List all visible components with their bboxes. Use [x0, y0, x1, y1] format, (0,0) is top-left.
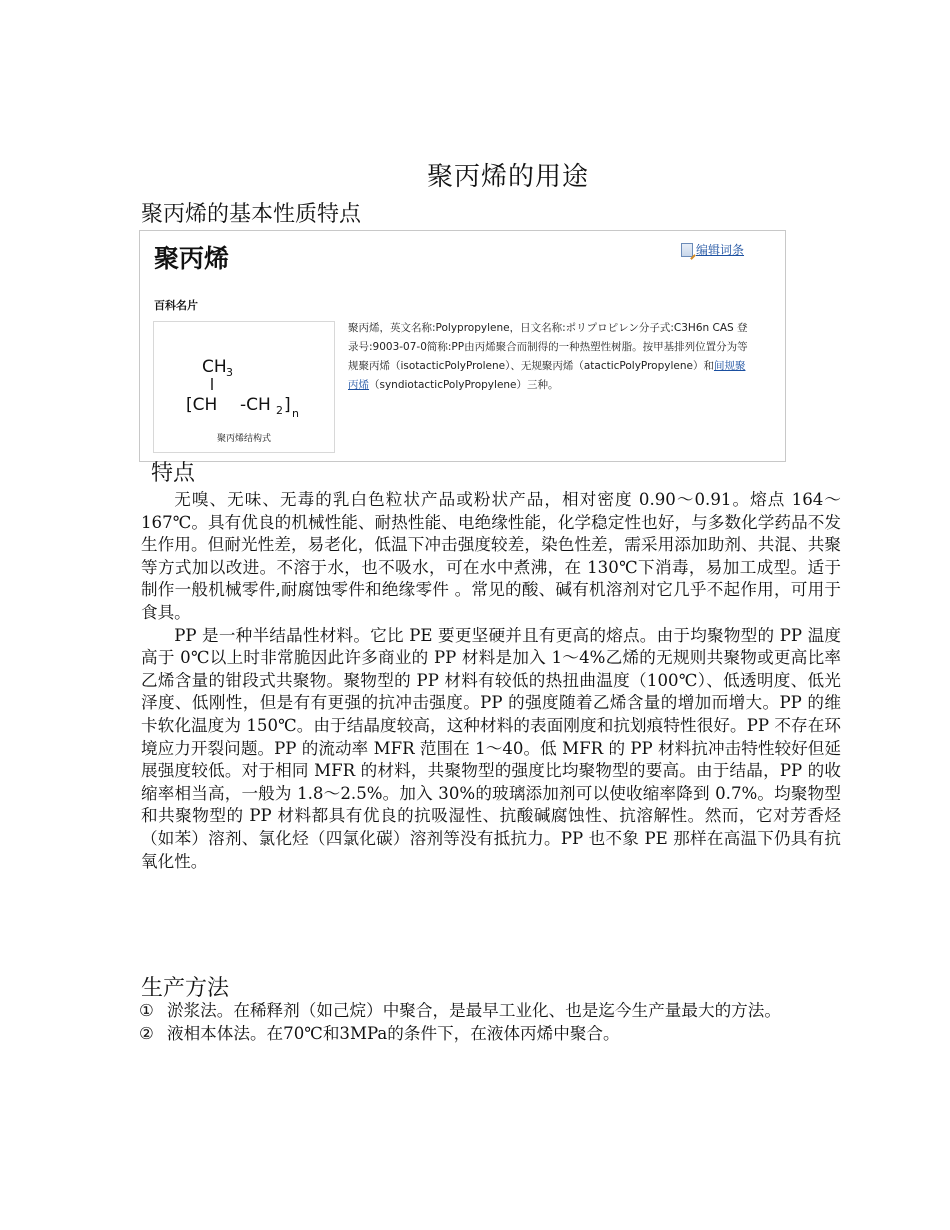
card-description — [348, 319, 753, 395]
edit-icon — [681, 243, 693, 257]
page-title: 聚丙烯的用途 — [426, 162, 589, 192]
formula-ch3-sub: 3 — [226, 366, 233, 379]
description-text: 聚丙烯，英文名称:Polypropylene，日文名称:ポリプロピレン分子式:C3H6n CAS 登录号:9003-07-0简称:PP由丙烯聚合而制得的一种热塑性树脂。按甲基排列位置分为等规聚丙烯（isotacticPolyProlene）、无规聚丙烯（atacticPolyPropylene）和 — [348, 322, 748, 372]
structure-formula — [154, 322, 334, 432]
list-number: ① — [139, 1001, 154, 1020]
card-section-label: 百科名片 — [154, 299, 198, 312]
section-heading-production: 生产方法 — [141, 976, 230, 1001]
list-text: 淤浆法。在稀释剂（如己烷）中聚合，是最早工业化、也是迄今生产量最大的方法。 — [167, 1001, 781, 1020]
encyclopedia-card — [139, 230, 786, 462]
formula-ch2: -CH — [240, 395, 271, 415]
formula-bracket-end: ] — [284, 395, 291, 415]
list-text: 液相本体法。在70℃和3MPa的条件下，在液体丙烯中聚合。 — [167, 1023, 620, 1043]
formula-ch: [CH — [186, 395, 218, 415]
description-text-end: （syndiotacticPolyPropylene）三种。 — [369, 379, 559, 391]
edit-entry-label: 编辑词条 — [696, 243, 745, 257]
syndiotactic-link[interactable]: 间规聚丙烯 — [348, 360, 746, 391]
list-item — [139, 1000, 849, 1023]
paragraph: PP 是一种半结晶性材料。它比 PE 要更坚硬并且有更高的熔点。由于均聚物型的 PP 温度高于 0℃以上时非常脆因此许多商业的 PP 材料是加入 1～4%乙烯的无规则共聚物或更高比率乙烯含量的钳段式共聚物。聚物型的 PP 材料有较低的热扭曲温度（100℃）、低透明度、低光泽度、低刚性，但是有有更强的抗冲击强度。PP 的强度随着乙烯含量的增加而增大。PP 的维卡软化温度为 150℃。由于结晶度较高，这种材料的表面刚度和抗划痕特性很好。PP 不存在环境应力开裂问题。PP 的流动率 MFR 范围在 1～40。低 MFR 的 PP 材料抗冲击特性较好但延展强度较低。对于相同 MFR 的材料，共聚物型的强度比均聚物型的要高。由于结晶，PP 的收缩率相当高，一般为 1.8～2.5%。加入 30%的玻璃添加剂可以使收缩率降到 0.7%。均聚物型和共聚物型的 PP 材料都具有优良的抗吸湿性、抗酸碱腐蚀性、抗溶解性。然而，它对芳香烃（如苯）溶剂、氯化烃（四氯化碳）溶剂等没有抵抗力。PP 也不象 PE 那样在高温下仍具有抗氧化性。 — [141, 625, 841, 871]
features-body — [141, 489, 841, 873]
formula-ch2-sub: 2 — [276, 404, 283, 417]
structure-caption: 聚丙烯结构式 — [216, 434, 271, 444]
formula-n: n — [292, 407, 299, 420]
edit-entry-link[interactable] — [681, 241, 744, 258]
list-number: ② — [139, 1023, 154, 1043]
card-title: 聚丙烯 — [154, 244, 230, 273]
section-heading-features: 特点 — [151, 461, 196, 486]
formula-ch3: CH — [202, 357, 227, 377]
section-heading-basic: 聚丙烯的基本性质特点 — [141, 202, 362, 227]
production-methods-list — [139, 1000, 849, 1045]
paragraph: 无嗅、无味、无毒的乳白色粒状产品或粉状产品，相对密度 0.90～0.91。熔点 164～167℃。具有优良的机械性能、耐热性能、电绝缘性能，化学稳定性也好，与多数化学药品不发生作用。但耐光性差，易老化，低温下冲击强度较差，染色性差，需采用添加助剂、共混、共聚等方式加以改进。不溶于水，也不吸水，可在水中煮沸，在 130℃下消毒，易加工成型。适于制作一般机械零件,耐腐蚀零件和绝缘零件 。常见的酸、碱有机溶剂对它几乎不起作用，可用于食具。 — [141, 490, 841, 622]
structure-image — [153, 321, 335, 453]
list-item — [139, 1023, 849, 1046]
